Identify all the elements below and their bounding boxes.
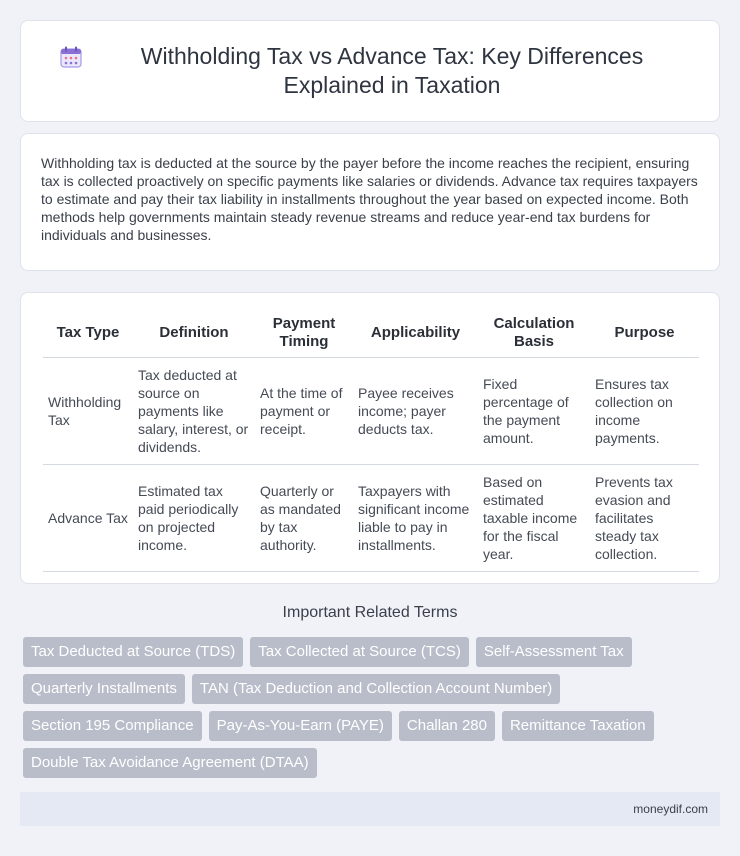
title-wrap bbox=[60, 42, 680, 100]
table-row bbox=[43, 358, 699, 465]
table-cell: Withholding Tax bbox=[43, 358, 133, 465]
table-cell: Taxpayers with significant income liable to pay in installments. bbox=[353, 465, 478, 572]
comparison-table-card bbox=[20, 292, 720, 584]
related-term-tag[interactable]: Double Tax Avoidance Agreement (DTAA) bbox=[23, 748, 317, 778]
table-cell: Estimated tax paid periodically on projected income. bbox=[133, 465, 255, 572]
related-term-tag[interactable]: Section 195 Compliance bbox=[23, 711, 202, 741]
related-terms-heading: Important Related Terms bbox=[282, 604, 458, 621]
footer-site-link[interactable]: moneydif.com bbox=[633, 802, 708, 816]
calendar-icon bbox=[60, 46, 82, 68]
table-cell: Quarterly or as mandated by tax authority. bbox=[255, 465, 353, 572]
related-term-tag[interactable]: Remittance Taxation bbox=[502, 711, 654, 741]
table-cell: Ensures tax collection on income payments. bbox=[590, 358, 699, 465]
header-card bbox=[20, 20, 720, 122]
table-row bbox=[43, 465, 699, 572]
table-header-row bbox=[43, 309, 699, 358]
intro-card bbox=[20, 133, 720, 271]
intro-paragraph: Withholding tax is deducted at the source by the payer before the income reaches the recipient, ensuring tax is collected proactively on specific payments like salaries or dividends. Advance tax requires taxpayers to estimate and pay their tax liability in installments throughout the year based on expected income. Both methods help governments maintain steady revenue streams and reduce year-end tax burdens for individuals and businesses. bbox=[41, 155, 698, 243]
table-cell: Prevents tax evasion and facilitates steady tax collection. bbox=[590, 465, 699, 572]
related-term-tag[interactable]: TAN (Tax Deduction and Collection Account Number) bbox=[192, 674, 560, 704]
related-terms-list bbox=[23, 637, 703, 778]
comparison-table bbox=[43, 309, 699, 572]
column-header: Definition bbox=[133, 309, 255, 358]
table-cell: Payee receives income; payer deducts tax. bbox=[353, 358, 478, 465]
related-term-tag[interactable]: Quarterly Installments bbox=[23, 674, 185, 704]
table-cell: Based on estimated taxable income for the fiscal year. bbox=[478, 465, 590, 572]
table-cell: At the time of payment or receipt. bbox=[255, 358, 353, 465]
footer bbox=[20, 792, 720, 826]
column-header: Purpose bbox=[590, 309, 699, 358]
column-header: Applicability bbox=[353, 309, 478, 358]
related-term-tag[interactable]: Tax Collected at Source (TCS) bbox=[250, 637, 469, 667]
related-term-tag[interactable]: Pay-As-You-Earn (PAYE) bbox=[209, 711, 392, 741]
column-header: Payment Timing bbox=[255, 309, 353, 358]
page-title: Withholding Tax vs Advance Tax: Key Differences Explained in Taxation bbox=[140, 43, 644, 98]
table-cell: Advance Tax bbox=[43, 465, 133, 572]
related-term-tag[interactable]: Challan 280 bbox=[399, 711, 495, 741]
related-term-tag[interactable]: Tax Deducted at Source (TDS) bbox=[23, 637, 243, 667]
column-header: Calculation Basis bbox=[478, 309, 590, 358]
table-cell: Fixed percentage of the payment amount. bbox=[478, 358, 590, 465]
related-term-tag[interactable]: Self-Assessment Tax bbox=[476, 637, 632, 667]
table-cell: Tax deducted at source on payments like salary, interest, or dividends. bbox=[133, 358, 255, 465]
column-header: Tax Type bbox=[43, 309, 133, 358]
